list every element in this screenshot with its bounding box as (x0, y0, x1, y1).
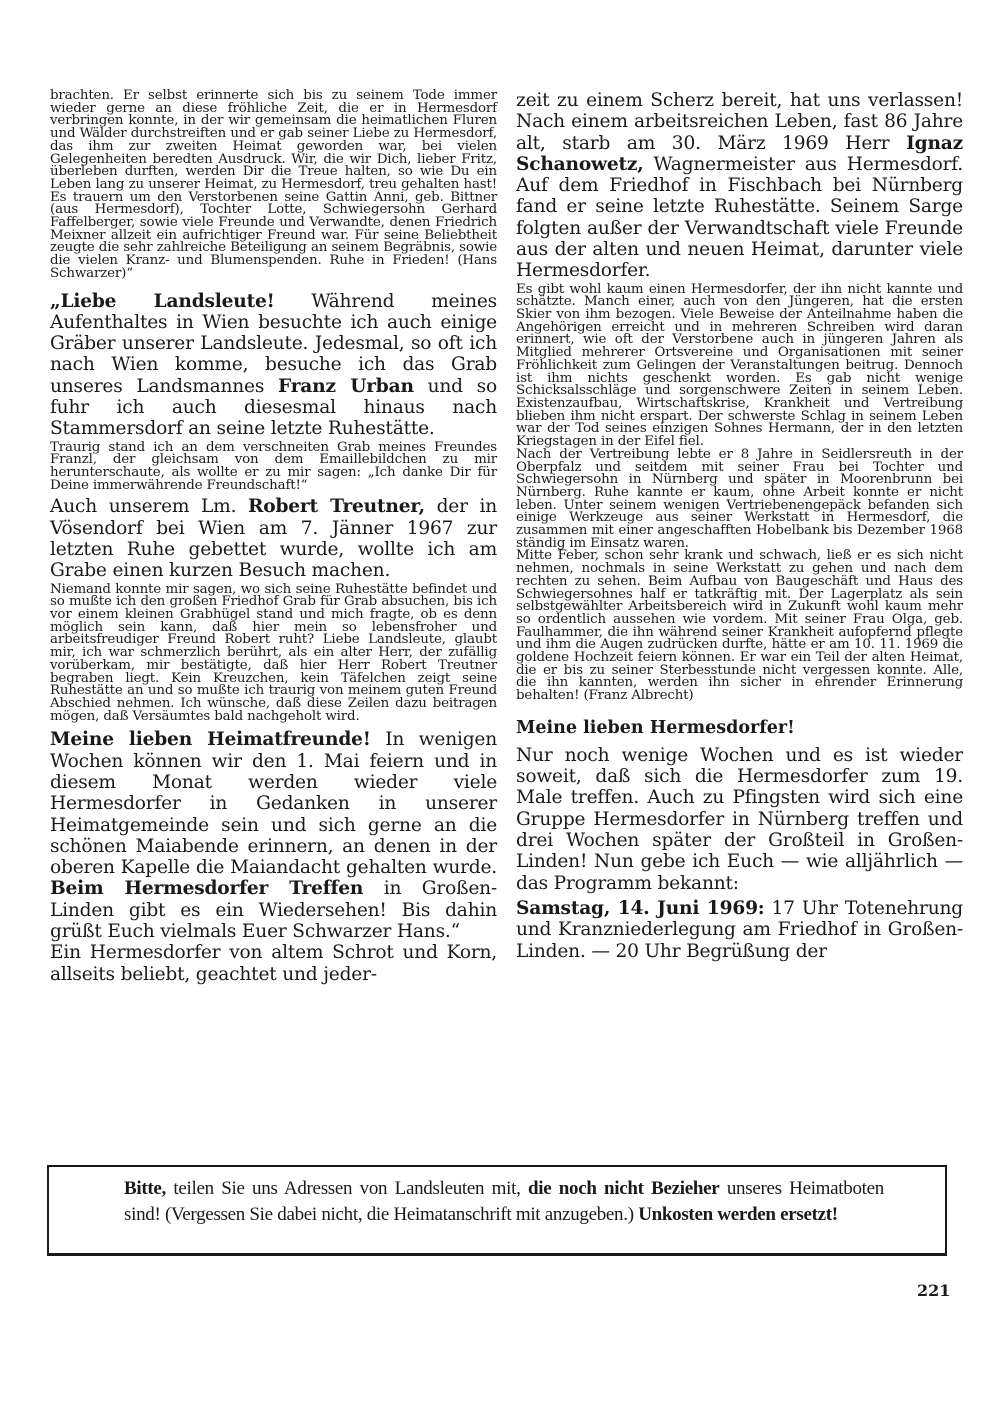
text: In wenigen Wochen können wir den 1. Mai feiern und in diesem Monat werden wieder viele Hermesdorfer in Gedanken in unserer Heimatgemeinde sein und sich gerne an die schönen Maiabende erinnern, an denen in der oberen Kapelle die Maiandacht gehalten wurde. (50, 729, 497, 879)
obituary-meixner-paragraph: brachten. Er selbst erinnerte sich bis zu seinem Tode immer wieder gerne an diese fröhliche Zeit, die er in Hermesdorf verbringen konnte, in der wir gemeinsam die heimatlichen Fluren und Wälder durchstreiften und er gab seiner Liebe zu Hermesdorf, das ihm zur zweiten Heimat geworden war, bei vielen Gelegenheiten beredten Ausdruck. Wir, die wir Dich, lieber Fritz, überleben durften, werden Dir die Treue halten, so wie Du ein Leben lang zu unserer Heimat, zu Hermesdorf, treu gehalten hast! Es trauern um den Verstorbenen seine Gattin Anni, geb. Bittner (aus Hermesdorf), Tochter Lotte, Schwiegersohn Gerhard Faffelberger, sowie viele Freunde und Verwandte, denen Friedrich Meixner allzeit ein aufrichtiger Freund war. Für seine Beliebtheit zeugte die sehr zahlreiche Beteiligung an seinem Begräbnis, sowie die vielen Kranz- und Blumenspenden. Ruhe in Frieden! (Hans Schwarzer)“ (50, 88, 497, 281)
schanowetz-obituary-paragraph (516, 90, 963, 282)
text: Auch unserem Lm. (50, 496, 249, 518)
event-name: Beim Hermesdorfer Treffen (50, 878, 364, 900)
text: Während meines Aufenthaltes in Wien besuchte ich auch einige Gräber unserer Landsleute. Jedesmal, so oft ich nach Wien komme, besuche ich das Grab unseres Landsmannes (50, 290, 497, 397)
section-heading: Meine lieben Hermesdorfer! (516, 717, 795, 738)
text: Bitte, (124, 1178, 166, 1199)
schanowetz-vertreibung-paragraph: Nach der Vertreibung lebte er 8 Jahre in Seidlersreuth in der Oberpfalz und seitdem mit seiner Frau bei Tochter und Schwiegersohn in Nürnberg und später in Moorenbrunn bei Nürnberg. Ruhe kannte er kaum, ohne Arbeit konnte er nicht leben. Unter seinem wenigen Vertriebenengepäck befanden sich einige Werkzeuge aus seiner Werkstatt in Hermesdorf, die zusammen mit einer angeschafften Hobelbank bis Dezember 1968 ständig im Einsatz waren. (516, 446, 963, 551)
text: die noch nicht Bezieher (527, 1178, 720, 1199)
schanowetz-intro-paragraph: Ein Hermesdorfer von altem Schrot und Korn, allseits beliebt, geachtet und jeder- (50, 942, 497, 985)
right-column (516, 90, 963, 962)
text: in Großen-Linden gibt es ein Wiedersehen! Bis dahin grüßt Euch vielmals Euer Schwarzer Hans.“ (50, 878, 497, 943)
salutation: „Liebe Landsleute! (50, 290, 275, 312)
heimatfreunde-paragraph (50, 729, 497, 942)
schanowetz-life-paragraph: Es gibt wohl kaum einen Hermesdorfer, der ihn nicht kannte und schätzte. Manch einer, auch von den Jüngeren, hat die ersten Skier von ihm bezogen. Viele Beweise der Anteilnahme haben die Angehörigen erreicht und in mehreren Schreiben wird daran erinnert, wie oft der Verstorbene auch in jüngeren Jahren als Mitglied mehrerer Ortsvereine und Organisationen mit seiner Fröhlichkeit zum Gelingen der Veranstaltungen beitrug. Dennoch ist ihm nichts geschenkt worden. Es gab nicht wenige Schicksalsschläge und sorgenschwere Zeiten in seinem Leben. Existenzaufbau, Wirtschaftskrise, Krankheit und Vertreibung blieben ihm nicht erspart. Der schwerste Schlag in seinem Leben war der Tod seines einzigen Sohnes Hermann, der in den letzten Kriegstagen in der Eifel fiel. (516, 281, 963, 450)
salutation: Meine lieben Heimatfreunde! (50, 729, 371, 751)
text: unseres Heimatboten sind! (Vergessen Sie dabei nicht, die Heimatanschrift mit anzugeben.) (124, 1178, 884, 1225)
left-column (50, 90, 497, 985)
text: Wagnermeister aus Hermesdorf. Auf dem Friedhof in Fischbach bei Nürnberg fand er seine letzte Ruhestätte. Seinem Sarge folgten außer der Verwandtschaft viele Freunde aus der alten und neuen Heimat, darunter viele Hermesdorfer. (516, 153, 963, 282)
name-ignaz-schanowetz: Ignaz Schanowetz, (516, 132, 963, 175)
name-robert-treutner: Robert Treutner, (248, 496, 425, 518)
text: der in Vösendorf bei Wien am 7. Jänner 1967 zur letzten Ruhe gebettet wurde, wollte ich am Grabe einen kurzen Besuch machen. (50, 496, 497, 582)
notice-text (124, 1176, 884, 1227)
schanowetz-final-paragraph: Mitte Feber, schon sehr krank und schwach, ließ er es sich nicht nehmen, nochmals in seine Werkstatt zu gehen und nach dem rechten zu sehen. Beim Aufbau von Baugeschäft und Haus des Schwiegersohnes half er tatkräftig mit. Der Lagerplatz als sein selbstgewählter Arbeitsbereich wird in Zukunft wohl kaum mehr so ordentlich aussehen wie vordem. Mit seiner Frau Olga, geb. Faulhammer, die ihn während seiner Krankheit aufopfernd pflegte und ihm die Augen zudrücken durfte, hätte er am 10. 11. 1969 die goldene Hochzeit feiern können. Er war ein Teil der alten Heimat, die er bis zu seiner Sterbesstunde nicht vergessen konnte. Alle, die ihn kannten, werden ihn sicher in ehrender Erinnerung behalten! (Franz Albrecht) (516, 548, 963, 704)
treutner-intro-paragraph (50, 496, 497, 581)
program-date: Samstag, 14. Juni 1969: (516, 897, 765, 919)
grave-visit-paragraph: Traurig stand ich an dem verschneiten Grab meines Freundes Franzl, der gleichsam von dem Emaillebildchen zu mir herunterschaute, als wollte er zu mir sagen: „Ich danke Dir für Deine immerwährende Freundschaft!“ (50, 439, 497, 493)
text: Unkosten werden ersetzt! (638, 1203, 838, 1225)
notice-box (47, 1165, 947, 1256)
text: teilen Sie uns Adressen von Landsleuten mit, (166, 1178, 528, 1199)
letter-landsleute-intro (50, 291, 497, 440)
text: zeit zu einem Scherz bereit, hat uns verlassen! Nach einem arbeitsreichen Leben, fast 86 Jahre alt, starb am 30. März 1969 Herr (516, 90, 963, 154)
text: und so fuhr ich auch diesesmal hinaus nach Stammersdorf an seine letzte Ruhestätte. (50, 375, 497, 440)
text: 17 Uhr Totenehrung und Kranzniederlegung am Friedhof in Großen-Linden. — 20 Uhr Begrüßung der (516, 897, 963, 962)
program-paragraph (516, 898, 963, 962)
name-franz-urban: Franz Urban (278, 375, 414, 397)
treutner-grave-paragraph: Niemand konnte mir sagen, wo sich seine Ruhestätte befindet und so mußte ich den großen Friedhof Grab für Grab absuchen, bis ich vor einem kleinen Grabhügel stand und mich fragte, ob es denn möglich sein kann, daß hier mein so lebensfroher und arbeitsfreudiger Freund Robert ruht? Liebe Landsleute, glaubt mir, ich war schmerzlich berührt, als ein alter Herr, der zufällig vorüberkam, mir bestätigte, daß hier Herr Robert Treutner begraben liegt. Kein Kreuzchen, kein Täfelchen zeigt seine Ruhestätte an und so mußte ich traurig von meinem guten Freund Abschied nehmen. Ich wünsche, daß diese Zeilen dazu beitragen mögen, daß Versäumtes bald nachgeholt wird. (50, 581, 497, 724)
treffen-announcement-paragraph: Nur noch wenige Wochen und es ist wieder soweit, daß sich die Hermesdorfer zum 19. Male treffen. Auch zu Pfingsten wird sich eine Gruppe Hermesdorfer in Nürnberg treffen und drei Wochen später der Großteil in Großen-Linden! Nun gebe ich Euch — wie alljährlich — das Programm bekannt: (516, 744, 963, 894)
page-number: 221 (917, 1281, 951, 1300)
